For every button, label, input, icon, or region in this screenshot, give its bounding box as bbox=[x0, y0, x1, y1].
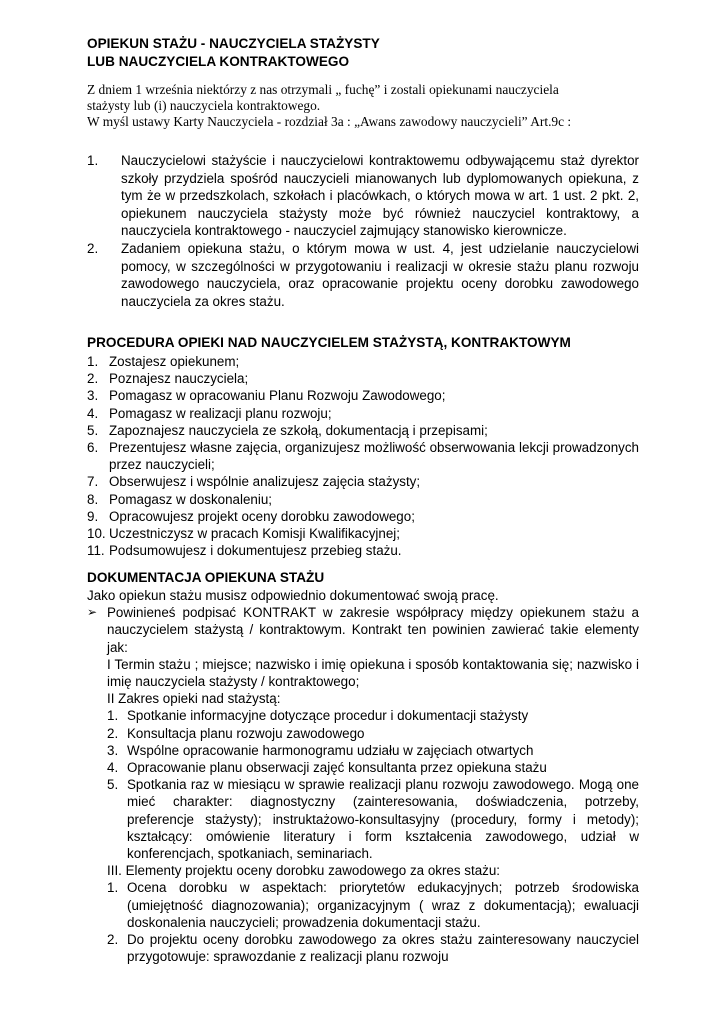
list-item-text: Podsumowujesz i dokumentujesz przebieg stażu. bbox=[109, 543, 402, 559]
list-item-text: Pomagasz w doskonaleniu; bbox=[109, 491, 273, 507]
section-3-list bbox=[107, 879, 639, 965]
art-list bbox=[87, 152, 639, 310]
list-item-number: 3. bbox=[107, 742, 119, 758]
list-item-text: Spotkanie informacyjne dotyczące procedur i dokumentacji stażysty bbox=[127, 708, 529, 724]
list-item bbox=[87, 353, 639, 370]
list-item-text: Spotkania raz w miesiącu w sprawie realizacji planu rozwoju zawodowego. Mogą one mieć charakter: diagnostyczny (zainteresowania, doświadczenia, potrzeby, preferencje stażysty); instruktażowo-konsultasyjny (procedury, formy i metody); kształcący: omówienie literatury i form kształcenia zawodowego, udział w konferencjach, spotkaniach, seminariach. bbox=[127, 777, 639, 862]
list-item-number: 1. bbox=[107, 880, 119, 896]
arrow-bullet-icon: ➢ bbox=[87, 605, 98, 620]
list-item bbox=[107, 931, 639, 965]
title-line-1: OPIEKUN STAŻU - NAUCZYCIELA STAŻYSTY bbox=[87, 36, 380, 51]
list-item-text: Wspólne opracowanie harmonogramu udziału w zajęciach otwartych bbox=[127, 742, 534, 758]
list-item-number: 6. bbox=[87, 440, 99, 456]
list-item-number: 1. bbox=[107, 708, 119, 724]
list-item-number: 1. bbox=[87, 153, 99, 168]
procedure-heading: PROCEDURA OPIEKI NAD NAUCZYCIELEM STAŻYSTĄ, KONTRAKTOWYM bbox=[87, 335, 571, 350]
list-item-text: Obserwujesz i wspólnie analizujesz zajęcia stażysty; bbox=[109, 474, 421, 490]
documentation-intro: Jako opiekun stażu musisz odpowiednio dokumentować swoją pracę. bbox=[87, 588, 499, 603]
contract-section-1: I Termin stażu ; miejsce; nazwisko i imię opiekuna i sposób kontaktowania się; nazwisko i imię nauczyciela stażysty / kontraktowego; bbox=[107, 656, 639, 690]
documentation-heading: DOKUMENTACJA OPIEKUNA STAŻU bbox=[87, 570, 325, 585]
list-item bbox=[87, 387, 639, 404]
procedure-list bbox=[87, 353, 639, 559]
list-item-text: Opracowanie planu obserwacji zajęć konsultanta przez opiekuna stażu bbox=[127, 760, 547, 776]
list-item-number: 2. bbox=[107, 725, 119, 741]
intro-line-3: W myśl ustawy Karty Nauczyciela - rozdział 3a : „Awans zawodowy nauczycieli” Art.9c : bbox=[87, 114, 572, 129]
list-item-text: Zapoznajesz nauczyciela ze szkołą, dokumentacją i przepisami; bbox=[109, 422, 488, 438]
list-item-text: Poznajesz nauczyciela; bbox=[109, 371, 249, 387]
list-item bbox=[87, 473, 639, 490]
list-item-number: 2. bbox=[87, 371, 99, 387]
list-item bbox=[107, 742, 639, 759]
list-item-number: 4. bbox=[87, 405, 99, 421]
list-item-number: 10. bbox=[87, 526, 106, 542]
list-item-text: Do projektu oceny dorobku zawodowego za okres stażu zainteresowany nauczyciel przygotowuje: sprawozdanie z realizacji planu rozwoju bbox=[127, 932, 639, 965]
list-item bbox=[107, 725, 639, 742]
contract-section-3-heading: III. Elementy projektu oceny dorobku zawodowego za okres stażu: bbox=[107, 863, 501, 879]
section-2-list bbox=[107, 707, 639, 862]
list-item-text: Konsultacja planu rozwoju zawodowego bbox=[127, 725, 365, 741]
list-item-text: Zadaniem opiekuna stażu, o którym mowa w ust. 4, jest udzielanie nauczycielowi pomocy, w szczególności w przygotowaniu i realizacji w okresie stażu planu rozwoju zawodowego nauczyciela, oraz opracowanie projektu oceny dorobku zawodowego nauczyciela za okres stażu. bbox=[121, 240, 639, 309]
intro-line-1: Z dniem 1 września niektórzy z nas otrzymali „ fuchę” i zostali opiekunami nauczyciela bbox=[87, 82, 559, 97]
list-item-number: 1. bbox=[87, 354, 99, 369]
list-item-number: 2. bbox=[107, 932, 119, 948]
intro-paragraph bbox=[87, 82, 647, 130]
intro-line-2: stażysty lub (i) nauczyciela kontraktowego. bbox=[87, 98, 321, 113]
list-item bbox=[87, 491, 639, 508]
list-item bbox=[87, 439, 639, 473]
list-item-text: Zostajesz opiekunem; bbox=[109, 354, 240, 369]
list-item-text: Prezentujesz własne zajęcia, organizujesz możliwość obserwowania lekcji prowadzonych przez nauczycieli; bbox=[109, 440, 639, 473]
list-item bbox=[107, 879, 639, 931]
list-item bbox=[107, 707, 639, 724]
list-item-number: 7. bbox=[87, 474, 99, 490]
list-item bbox=[87, 152, 639, 240]
list-item-text: Ocena dorobku w aspektach: priorytetów edukacyjnych; potrzeb środowiska (umiejętność diagnozowania); organizacyjnym ( wraz z dokumentacją); ewaluacji doskonalenia nauczycieli; prowadzenia dokumentacji stażu. bbox=[127, 880, 639, 930]
list-item-number: 3. bbox=[87, 388, 99, 404]
list-item bbox=[87, 240, 639, 310]
list-item-number: 9. bbox=[87, 508, 99, 524]
contract-section-2-heading: II Zakres opieki nad stażystą: bbox=[107, 691, 281, 707]
list-item-text: Opracowujesz projekt oceny dorobku zawodowego; bbox=[109, 508, 415, 524]
list-item bbox=[87, 525, 639, 542]
document-title bbox=[87, 35, 380, 71]
bullet-item bbox=[87, 604, 639, 656]
list-item-number: 5. bbox=[87, 422, 99, 438]
list-item bbox=[87, 370, 639, 387]
documentation-section bbox=[87, 587, 639, 965]
list-item-number: 11. bbox=[87, 543, 105, 559]
list-item-number: 8. bbox=[87, 491, 99, 507]
list-item bbox=[87, 422, 639, 439]
title-line-2: LUB NAUCZYCIELA KONTRAKTOWEGO bbox=[87, 54, 350, 69]
list-item-text: Uczestniczysz w pracach Komisji Kwalifikacyjnej; bbox=[109, 526, 400, 542]
list-item-number: 4. bbox=[107, 760, 119, 776]
list-item-text: Nauczycielowi stażyście i nauczycielowi kontraktowemu odbywającemu staż dyrektor szkoły przydziela spośród nauczycieli mianowanych lub dyplomowanych opiekuna, z tym że w przedszkolach, szkołach i placówkach, o których mowa w art. 1 ust. 2 pkt. 2, opiekunem nauczyciela stażysty może być również nauczyciel kontraktowy, a nauczyciela kontraktowego - nauczyciel zajmujący stanowisko kierownicze. bbox=[121, 153, 639, 239]
bullet-text: Powinieneś podpisać KONTRAKT w zakresie współpracy między opiekunem stażu a nauczycielem stażystą / kontraktowym. Kontrakt ten powinien zawierać takie elementy jak: bbox=[107, 605, 639, 655]
list-item bbox=[87, 542, 639, 559]
list-item bbox=[107, 776, 639, 862]
list-item bbox=[87, 508, 639, 525]
list-item bbox=[107, 759, 639, 776]
list-item bbox=[87, 405, 639, 422]
list-item-text: Pomagasz w opracowaniu Planu Rozwoju Zawodowego; bbox=[109, 388, 446, 404]
list-item-number: 5. bbox=[107, 777, 119, 793]
list-item-text: Pomagasz w realizacji planu rozwoju; bbox=[109, 405, 332, 421]
list-item-number: 2. bbox=[87, 240, 99, 256]
